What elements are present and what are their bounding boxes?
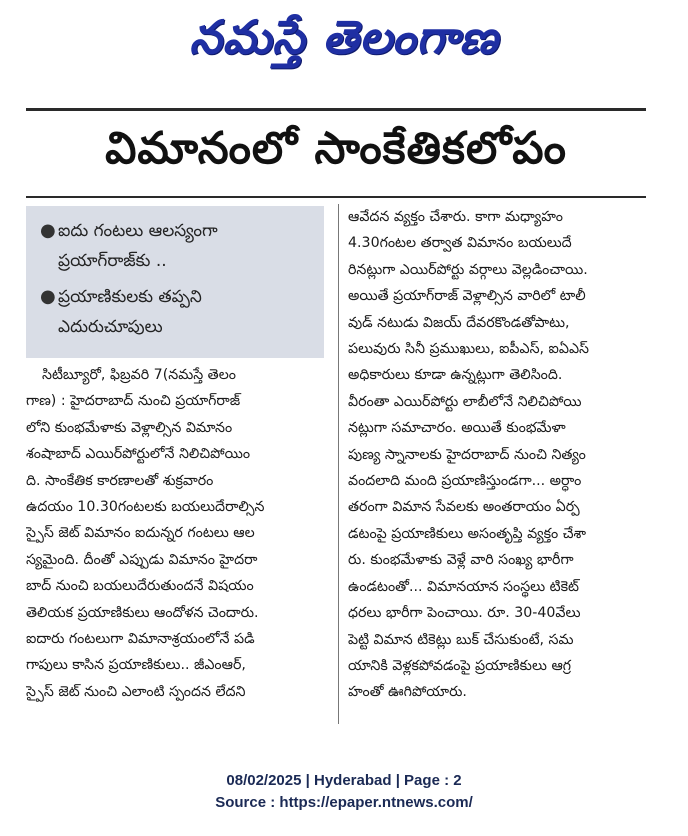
article-line: స్పైస్ జెట్ నుంచి ఎలాంటి స్పందన లేదని	[26, 683, 246, 700]
article-line: ఉండటంతో... విమానయాన సంస్థలు టికెట్	[348, 578, 579, 595]
article-line: తెలియక ప్రయాణికులు ఆందోళన చెందారు.	[26, 604, 259, 621]
highlight-line: ఎదురుచూపులు	[58, 317, 163, 337]
highlight-item	[40, 216, 314, 276]
article-line: 4.30గంటల తర్వాత విమానం బయలుదే	[348, 235, 572, 252]
highlight-item	[40, 282, 314, 342]
article-line: వందలాది మంది ప్రయాణిస్తుండగా... అర్ధాం	[348, 473, 582, 490]
footer	[0, 770, 688, 814]
article-line: ది. సాంకేతిక కారణాలతో శుక్రవారం	[26, 472, 214, 489]
article-line: గాణ) : హైదరాబాద్ నుంచి ప్రయాగ్‌రాజ్	[26, 393, 241, 410]
article-line: లోని కుంభమేళాకు వెళ్లాల్సిన విమానం	[26, 419, 233, 436]
masthead-title: నమస్తే తెలంగాణ	[189, 10, 499, 64]
article-line: గాపులు కాసిన ప్రయాణికులు.. జీఎంఆర్,	[26, 657, 246, 674]
article-line: శంషాబాద్ ఎయిర్‌పోర్టులోనే నిలిచిపోయిం	[26, 446, 251, 463]
article-column-left	[26, 362, 336, 705]
article-line: తరంగా విమాన సేవలకు అంతరాయం ఏర్ప	[348, 499, 580, 516]
article-line: ధరలు భారీగా పెంచాయి. రూ. 30-40వేలు	[348, 605, 581, 622]
article-line: ఆవేదన వ్యక్తం చేశారు. కాగా మధ్యాహం	[348, 209, 563, 225]
column-divider	[338, 204, 339, 724]
article-line: వుడ్ నటుడు విజయ్ దేవరకొండతోపాటు,	[348, 314, 570, 331]
article-line: బాద్ నుంచి బయలుదేరుతుందనే విషయం	[26, 578, 254, 595]
article-line: స్యమైంది. దీంతో ఎప్పుడు విమానం హైదరా	[26, 551, 258, 568]
article-line: వీరంతా ఎయిర్‌పోర్టు లాబీలోనే నిలిచిపోయి	[348, 393, 582, 410]
article-line: స్పైస్ జెట్ విమానం ఐదున్నర గంటలు ఆల	[26, 525, 255, 542]
masthead-logo	[0, 0, 688, 86]
article-line: పుణ్య స్నానాలకు హైదరాబాద్ నుంచి నిత్యం	[348, 446, 586, 463]
article-line: డటంపై ప్రయాణికులు అసంతృప్తి వ్యక్తం చేశా	[348, 525, 586, 542]
article-line: అధికారులు కూడా ఉన్నట్లుగా తెలిసింది.	[348, 367, 563, 384]
headline-rule	[26, 196, 646, 198]
article-column-right	[348, 204, 656, 706]
top-rule	[26, 108, 646, 111]
highlight-line: ప్రయాగ్‌రాజ్‌కు ..	[58, 251, 167, 271]
article-line: నట్లుగా సమాచారం. అయితే కుంభమేళా	[348, 420, 566, 437]
highlights-box	[26, 206, 324, 358]
article-line: ఉదయం 10.30గంటలకు బయలుదేరాల్సిన	[26, 499, 265, 516]
footer-meta: 08/02/2025 | Hyderabad | Page : 2	[226, 772, 462, 789]
highlight-line: ఐదు గంటలు ఆలస్యంగా	[58, 221, 218, 241]
article-line: పెట్టి విమాన టికెట్లు బుక్ చేసుకుంటే, సమ	[348, 631, 574, 648]
article-line: రినట్లుగా ఎయిర్‌పోర్టు వర్గాలు వెల్లడించాయి.	[348, 261, 588, 278]
article-line: పలువురు సినీ ప్రముఖులు, ఐపీఎస్, ఐఏఎస్	[348, 341, 590, 358]
headline-text: విమానంలో సాంకేతికలోపం	[105, 123, 567, 174]
headline	[26, 114, 646, 194]
bullet-icon: ●	[40, 286, 56, 307]
article-line: అయితే ప్రయాగ్‌రాజ్ వెళ్లాల్సిన వారిలో టాలీ	[348, 288, 586, 305]
article-line: రు. కుంభమేళాకు వెళ్లే వారి సంఖ్య భారీగా	[348, 552, 574, 569]
highlight-line: ప్రయాణికులకు తప్పని	[58, 287, 202, 307]
bullet-icon: ●	[40, 220, 56, 241]
article-line: ఐదారు గంటలుగా విమానాశ్రయంలోనే పడి	[26, 631, 255, 648]
article-line: సిటీబ్యూరో, ఫిబ్రవరి 7(నమస్తే తెలం	[42, 367, 236, 383]
article-line: యానికి వెళ్లకపోవడంపై ప్రయాణికులు ఆగ్ర	[348, 657, 572, 674]
article-line: హంతో ఊగిపోయారు.	[348, 684, 467, 701]
footer-source[interactable]: Source : https://epaper.ntnews.com/	[215, 794, 473, 811]
